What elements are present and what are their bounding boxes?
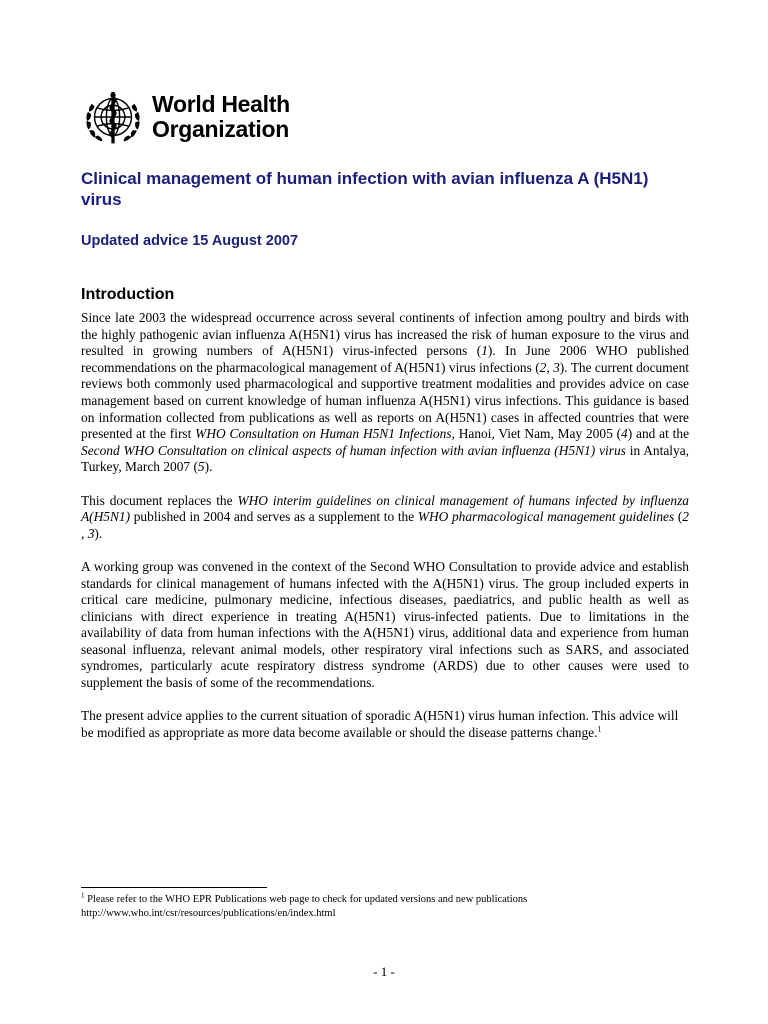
italic-title: Second WHO Consultation on clinical aspects of human infection with avian influenza (H5N1) virus	[81, 442, 626, 458]
footnote-ref: 1	[597, 724, 602, 734]
org-name-line1: World Health	[152, 91, 290, 117]
page-number: - 1 -	[373, 964, 395, 979]
paragraph-1	[81, 310, 689, 476]
footnote-mark: 1	[81, 891, 85, 900]
citation-ref: 4	[621, 426, 628, 442]
text-run: ).	[94, 525, 103, 541]
text-run: ) and at the	[627, 426, 690, 442]
who-logo	[80, 84, 290, 150]
text-run: (	[674, 509, 683, 525]
citation-ref: 2, 3	[539, 359, 560, 375]
citation-ref: 1	[481, 343, 488, 359]
document-body	[81, 310, 689, 758]
citation-ref: 5	[197, 459, 205, 475]
paragraph-3: A working group was convened in the context of the Second WHO Consultation to provide advice and establish standards for clinical management of humans infected with the A(H5N1) virus. The group included experts in critical care medicine, pulmonary medicine, infectious diseases, paediatrics, and public health as well as clinicians with direct experience in treating A(H5N1) virus-infected patients. Due to limitations in the availability of data from human infections with the A(H5N1) virus, additional data and experience from human seasonal influenza, relevant animal models, other respiratory viral infections such as SARS, and associated syndromes, particularly acute respiratory distress syndrome (ARDS) due to other causes were used to supplement the basis of some of the recommendations.	[81, 558, 689, 691]
footnote-divider	[81, 887, 267, 888]
footnote-text-line	[81, 893, 701, 907]
document-title: Clinical management of human infection with avian influenza A (H5N1) virus	[81, 169, 649, 209]
footnote	[81, 893, 701, 921]
footnote-text: Please refer to the WHO EPR Publications web page to check for updated versions and new publications	[84, 894, 528, 905]
citation-ref: 2 , 3	[81, 509, 689, 541]
italic-title: WHO interim guidelines on clinical management of humans infected by influenza A(H5N1)	[81, 492, 689, 525]
org-name	[152, 92, 290, 142]
text-run: This document replaces the	[81, 492, 238, 508]
text-run: ).	[204, 459, 213, 475]
paragraph-2	[81, 493, 689, 543]
text-run: Hanoi, Viet Nam, May 2005 (	[454, 426, 622, 442]
text-run: ). In June 2006 WHO published recommendations on the pharmacological management of A(H5N1) virus infections (	[81, 343, 689, 375]
text-run: The present advice applies to the current situation of sporadic A(H5N1) virus human infection. This advice will be modified as appropriate as more data become available or should the disease patterns change.	[81, 708, 679, 740]
text-run: Since late 2003 the widespread occurrence across several continents of infection among poultry and birds with the highly pathogenic avian influenza A(H5N1) virus has increased the risk of human exposure to the virus and resulted in growing numbers of A(H5N1) virus-infected persons (	[81, 310, 689, 359]
org-name-line2: Organization	[152, 116, 289, 142]
footnote-url[interactable]: http://www.who.int/csr/resources/publications/en/index.html	[81, 908, 336, 919]
text-run: in Antalya, Turkey, March 2007 (	[81, 442, 689, 475]
text-run: ). The current document reviews both commonly used pharmacological and supportive treatment modalities and provides advice on case management based on current knowledge of human influenza A(H5N1) virus infections. This guidance is based on information collected from publications as well as reports on A(H5N1) cases in affected countries that were presented at the first	[81, 359, 689, 442]
who-emblem-icon	[80, 84, 146, 150]
italic-title: WHO Consultation on Human H5N1 Infections,	[195, 426, 455, 442]
italic-title: WHO pharmacological management guidelines	[417, 509, 675, 525]
document-subtitle: Updated advice 15 August 2007	[81, 233, 299, 249]
text-run: published in 2004 and serves as a supplement to the	[130, 509, 418, 525]
section-heading: Introduction	[81, 286, 175, 303]
paragraph-4	[81, 708, 689, 741]
